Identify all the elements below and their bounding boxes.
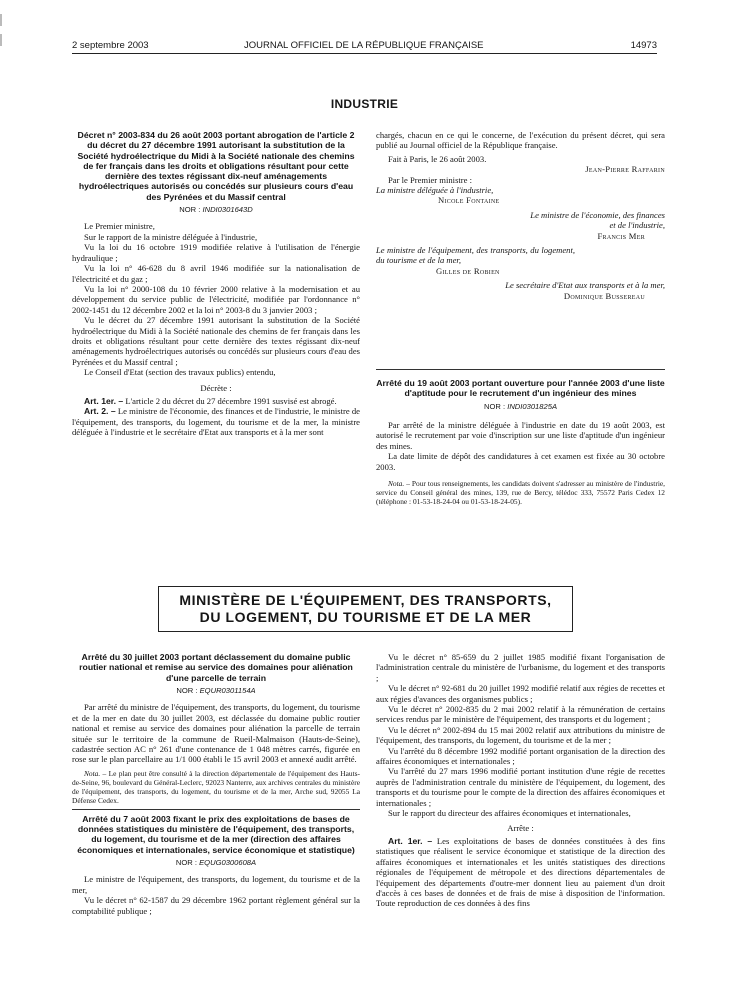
decree-paragraph: Vu le décret du 27 décembre 1991 autorisant la substitution de la Société hydroélectrique du Midi à la Société nationale des chemins de fer français dans les droits et obligations résultant pour cette dernière des textes régissant dix-neuf aménagements hydroélectriques autorisés ou concédés sur plusieurs cours d'eau des Pyrénées et du Massif central ; (72, 315, 360, 367)
decree-continuation: chargés, chacun en ce qui le concerne, de l'exécution du présent décret, qui sera publié au Journal officiel de la République française. (376, 130, 665, 151)
section-separator (376, 369, 665, 370)
section-title-industrie: INDUSTRIE (330, 97, 399, 111)
ministry-heading-box (158, 586, 573, 632)
nor-reference: NOR : EQUG0300608A (175, 857, 257, 867)
edge-mark (0, 14, 2, 26)
decree-heading: Décrète : (200, 382, 232, 393)
arrete-paragraph: Vu le décret n° 2002-894 du 15 mai 2002 relatif aux attributions du ministre de l'équipement, des transports, du logement, du tourisme et de la mer ; (376, 724, 665, 746)
column-right-arrete-block (376, 378, 665, 506)
arrete-note: Nota. – Pour tous renseignements, les candidats doivent s'adresser au ministère de l'industrie, service du Conseil général des mines, 139, rue de Bercy, télédoc 333, 75572 Paris Cedex 12 (téléphone : 01-53-18-24-04 ou 01-53-18-24-05). (376, 479, 666, 507)
nor-code: INDI0301825A (507, 401, 558, 411)
arrete-paragraph: La date limite de dépôt des candidatures à cet examen est fixée au 30 octobre 2003. (376, 451, 665, 472)
signature-role: Le secrétaire d'Etat aux transports et à la mer, (505, 280, 665, 291)
edge-mark (0, 34, 2, 46)
article-1: Art. 1er. – L'article 2 du décret du 27 décembre 1991 susvisé est abrogé. (84, 395, 337, 406)
decree-title: Décret n° 2003-834 du 26 août 2003 portant abrogation de l'article 2 du décret du 27 décembre 1991 autorisant la substitution de la Société hydroélectrique du Midi à la Société nationale des chemins de fer français dans les droits et obligations résultant pour cette dernière des textes régissant dix-neuf aménagements hydroélectriques autorisés ou concédés sur plusieurs cours d'eau des Pyrénées et du Massif central (77, 130, 355, 202)
article-label: Art. 1er. – (84, 395, 124, 406)
arrete-paragraph: Par arrêté de la ministre déléguée à l'industrie en date du 19 août 2003, est autorisé le recrutement par voie d'inscription sur une liste d'aptitude d'un ingénieur des mines. (376, 420, 665, 451)
nor-code: INDI0301643D (202, 205, 253, 215)
article-1: Art. 1er. – Les exploitations de bases de données constituées à des fins statistiques que réalisent le service économique et statistique de la direction des affaires économiques et internationales et les unités statistiques des directions régionales de l'équipement de métropole et des directions départementales de l'équipement des départements d'outre-mer donnent lieu au paiement d'un droit d'accès à ces bases de données et de frais de mise à disposition de l'information. Toute reproduction de ces données à des fins (376, 835, 665, 909)
article-2: Art. 2. – Le ministre de l'économie, des finances et de l'industrie, le ministre de l'équipement, des transports, du logement, du tourisme et de la mer, la ministre déléguée à l'industrie et le secrétaire d'Etat aux transports et à la mer sont (72, 406, 360, 438)
column-right-bottom (376, 652, 665, 909)
arrete-title: Arrêté du 30 juillet 2003 portant déclassement du domaine public routier national et remise au service des domaines pour aliénation d'une parcelle de terrain (79, 652, 353, 683)
article-label: Art. 1er. – (388, 835, 433, 846)
arrete-paragraph: Par arrêté du ministre de l'équipement, des transports, du logement, du tourisme et de la mer en date du 30 juillet 2003, est déclassée du domaine public routier national et remise au service des domaines pour aliénation la parcelle de terrain située sur le territoire de la commune de Rueil-Malmaison (Hauts-de-Seine), cadastrée section AC n° 261 d'une contenance de 1 048 mètres carrés, figurée en rose sur le plan parcellaire au 1/1 000 établi le 15 avril 2003 et annexé audit arrêté. (72, 702, 360, 765)
signature-role: La ministre déléguée à l'industrie, (376, 185, 494, 196)
header-date: 2 septembre 2003 (72, 40, 149, 51)
arrete-paragraph: Vu le décret n° 85-659 du 2 juillet 1985 modifié fixant l'organisation de l'administration centrale du ministère de l'urbanisme, du logement et des transports ; (376, 652, 665, 683)
arrete-title: Arrêté du 19 août 2003 portant ouverture pour l'année 2003 d'une liste d'aptitude pour le recrutement d'un ingénieur des mines (376, 378, 665, 399)
arrete-paragraph: Vu le décret n° 92-681 du 20 juillet 1992 modifié relatif aux régies de recettes et aux régies d'avances des organismes publics ; (376, 683, 665, 704)
arrete-paragraph: Sur le rapport du directeur des affaires économiques et internationales, (388, 808, 631, 819)
arrete-paragraph: Le ministre de l'équipement, des transports, du logement, du tourisme et de la mer, (72, 874, 360, 895)
column-left-top (72, 130, 360, 438)
header-page-number: 14973 (630, 40, 657, 51)
signature-intro: Par le Premier ministre : (388, 174, 473, 185)
header-rule (72, 53, 657, 54)
nor-reference: NOR : INDI0301643D (179, 205, 253, 215)
note-label: Nota. – (388, 479, 410, 489)
signature-name: Gilles de Robien (436, 265, 500, 276)
decree-paragraph: Le Premier ministre, (84, 221, 155, 232)
arrete-paragraph: Vu l'arrêté du 27 mars 1996 modifié portant institution d'une régie de recettes auprès de l'administration centrale du ministère de l'équipement, du logement, des transports et du tourisme pour le compte de la direction des affaires économiques et internationales ; (376, 766, 665, 808)
header-journal-title: JOURNAL OFFICIEL DE LA RÉPUBLIQUE FRANÇAISE (244, 40, 484, 51)
nor-code: EQUG0300608A (199, 857, 257, 867)
decree-paragraph: Vu la loi n° 46-628 du 8 avril 1946 modifiée sur la nationalisation de l'électricité et du gaz ; (72, 263, 360, 284)
arrete-note: Nota. – Le plan peut être consulté à la direction départementale de l'équipement des Hauts-de-Seine, 96, boulevard du Général-Leclerc, 92023 Nanterre, aux archives centrales du ministère de l'équipement, des transports, du logement, du tourisme et de la mer, Arche sud, 92055 La Défense Cedex. (72, 768, 360, 805)
nor-reference: NOR : EQUR0301154A (176, 685, 256, 695)
decree-paragraph: Sur le rapport de la ministre déléguée à l'industrie, (84, 231, 258, 242)
column-right-top (376, 130, 665, 301)
note-label: Nota. – (84, 768, 107, 778)
decree-paragraph: Le Conseil d'Etat (section des travaux publics) entendu, (84, 367, 276, 378)
signature-role: Le ministre de l'économie, des finances et de l'industrie, (530, 209, 665, 231)
signature-name: Francis Mer (597, 230, 645, 241)
signature-date: Fait à Paris, le 26 août 2003. (388, 153, 487, 164)
arrete-paragraph: Vu le décret n° 2002-835 du 2 mai 2002 relatif à la rémunération de certains services rendus par le ministère de l'équipement, des transports et du logement ; (376, 704, 665, 725)
nor-code: EQUR0301154A (199, 685, 256, 695)
arrete-paragraph: Vu le décret n° 62-1587 du 29 décembre 1962 portant règlement général sur la comptabilité publique ; (72, 895, 360, 916)
arrete-title: Arrêté du 7 août 2003 fixant le prix des exploitations de bases de données statistiques du ministère de l'équipement, des transports, du logement, du tourisme et de la mer (direction des affaires économiques et internationales, service économique et statistique) (77, 813, 355, 855)
section-separator (72, 809, 360, 810)
signature-name: Nicole Fontaine (438, 195, 500, 206)
signature-role: Le ministre de l'équipement, des transports, du logement, du tourisme et de la mer, (376, 245, 575, 266)
article-label: Art. 2. – (84, 406, 116, 417)
signature-name: Jean-Pierre Raffarin (585, 164, 665, 175)
arrete-paragraph: Vu l'arrêté du 8 décembre 1992 modifié portant organisation de la direction des affaires économiques et internationales ; (376, 745, 665, 767)
decree-paragraph: Vu la loi du 16 octobre 1919 modifiée relative à l'utilisation de l'énergie hydraulique ; (72, 242, 360, 263)
signature-name: Dominique Bussereau (563, 290, 645, 301)
ministry-heading: MINISTÈRE DE L'ÉQUIPEMENT, DES TRANSPORTS, DU LOGEMENT, DU TOURISME ET DE LA MER (179, 592, 552, 625)
arrete-heading: Arrête : (507, 822, 534, 833)
column-left-bottom (72, 652, 360, 916)
decree-paragraph: Vu la loi n° 2000-108 du 10 février 2000 relative à la modernisation et au développement du service public de l'électricité, modifiée par l'ordonnance n° 2002-1451 du 12 décembre 2002 et la loi n° 2003-8 du 3 janvier 2003 ; (72, 283, 360, 315)
nor-reference: NOR : INDI0301825A (483, 401, 558, 411)
